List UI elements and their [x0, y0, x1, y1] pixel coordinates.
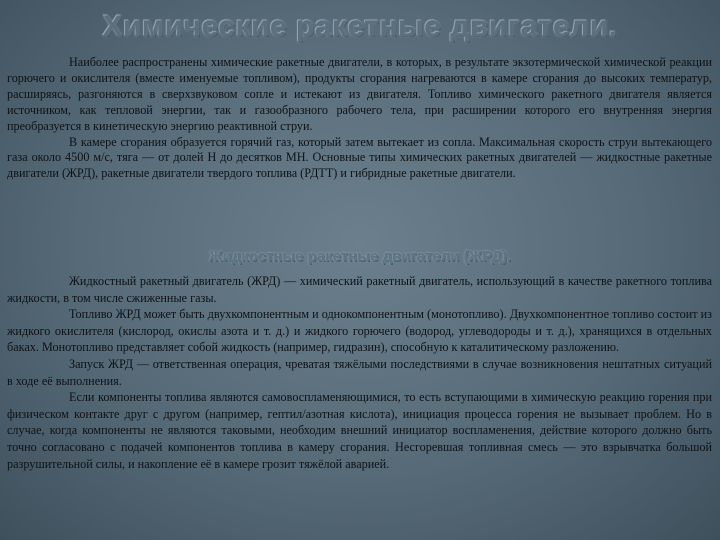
- lre-paragraph: Жидкостный ракетный двигатель (ЖРД) — химический ракетный двигатель, использующий в качестве ракетного топлива жидкости, в том числе сжиженные газы.: [7, 274, 712, 305]
- lre-paragraph: Топливо ЖРД может быть двухкомпонентным и однокомпонентным (монотопливо). Двухкомпонентное топливо состоит из жидкого окислителя (кислород, окислы азота и т. д.) и жидкого горючего (водород, углеводороды и т. д.), хранящихся в отдельных баках. Монотопливо представляет собой жидкость (например, гидразин), способную к каталитическому разложению.: [7, 307, 712, 355]
- intro-paragraph: Наиболее распространены химические ракетные двигатели, в которых, в результате экзотермической химической реакции горючего и окислителя (вместе именуемые топливом), продукты сгорания нагреваются в камере сгорания до высоких температур, расширяясь, разгоняются в сверхзвуковом сопле и истекают из двигателя. Топливо химического ракетного двигателя является источником, как тепловой энергии, так и газообразного рабочего тела, при расширении которого его внутренняя энергия преобразуется в кинетическую энергию реактивной струи.: [7, 55, 712, 133]
- intro-paragraph: В камере сгорания образуется горячий газ, который затем вытекает из сопла. Максимальная скорость струи вытекающего газа около 4500 м/с, тяга — от долей Н до десятков МН. Основные типы химических ракетных двигателей — жидкостные ракетные двигатели (ЖРД), ракетные двигатели твердого топлива (РДТТ) и гибридные ракетные двигатели.: [7, 134, 712, 181]
- lre-text-block: [7, 273, 712, 472]
- lre-paragraph: Запуск ЖРД — ответственная операция, чреватая тяжёлыми последствиями в случае возникновения нештатных ситуаций в ходе её выполнения.: [7, 356, 712, 388]
- section-subtitle: Жидкостные ракетные двигатели (ЖРД).: [208, 248, 512, 265]
- lre-paragraph: Если компоненты топлива являются самовоспламеняющимися, то есть вступающими в химическую реакцию горения при физическом контакте друг с другом (например, гептил/азотная кислота), инициация процесса горения не вызывает проблем. Но в случае, когда компоненты не являются таковыми, необходим внешний инициатор воспламенения, действие которого должно быть точно согласовано с подачей компонентов топлива в камеру сгорания. Несгоревшая топливная смесь — это взрывчатка большой разрушительной силы, и накопление её в камере грозит тяжёлой аварией.: [7, 390, 712, 471]
- slide-title: Химические ракетные двигатели.: [102, 10, 618, 43]
- intro-text-block: [7, 55, 712, 182]
